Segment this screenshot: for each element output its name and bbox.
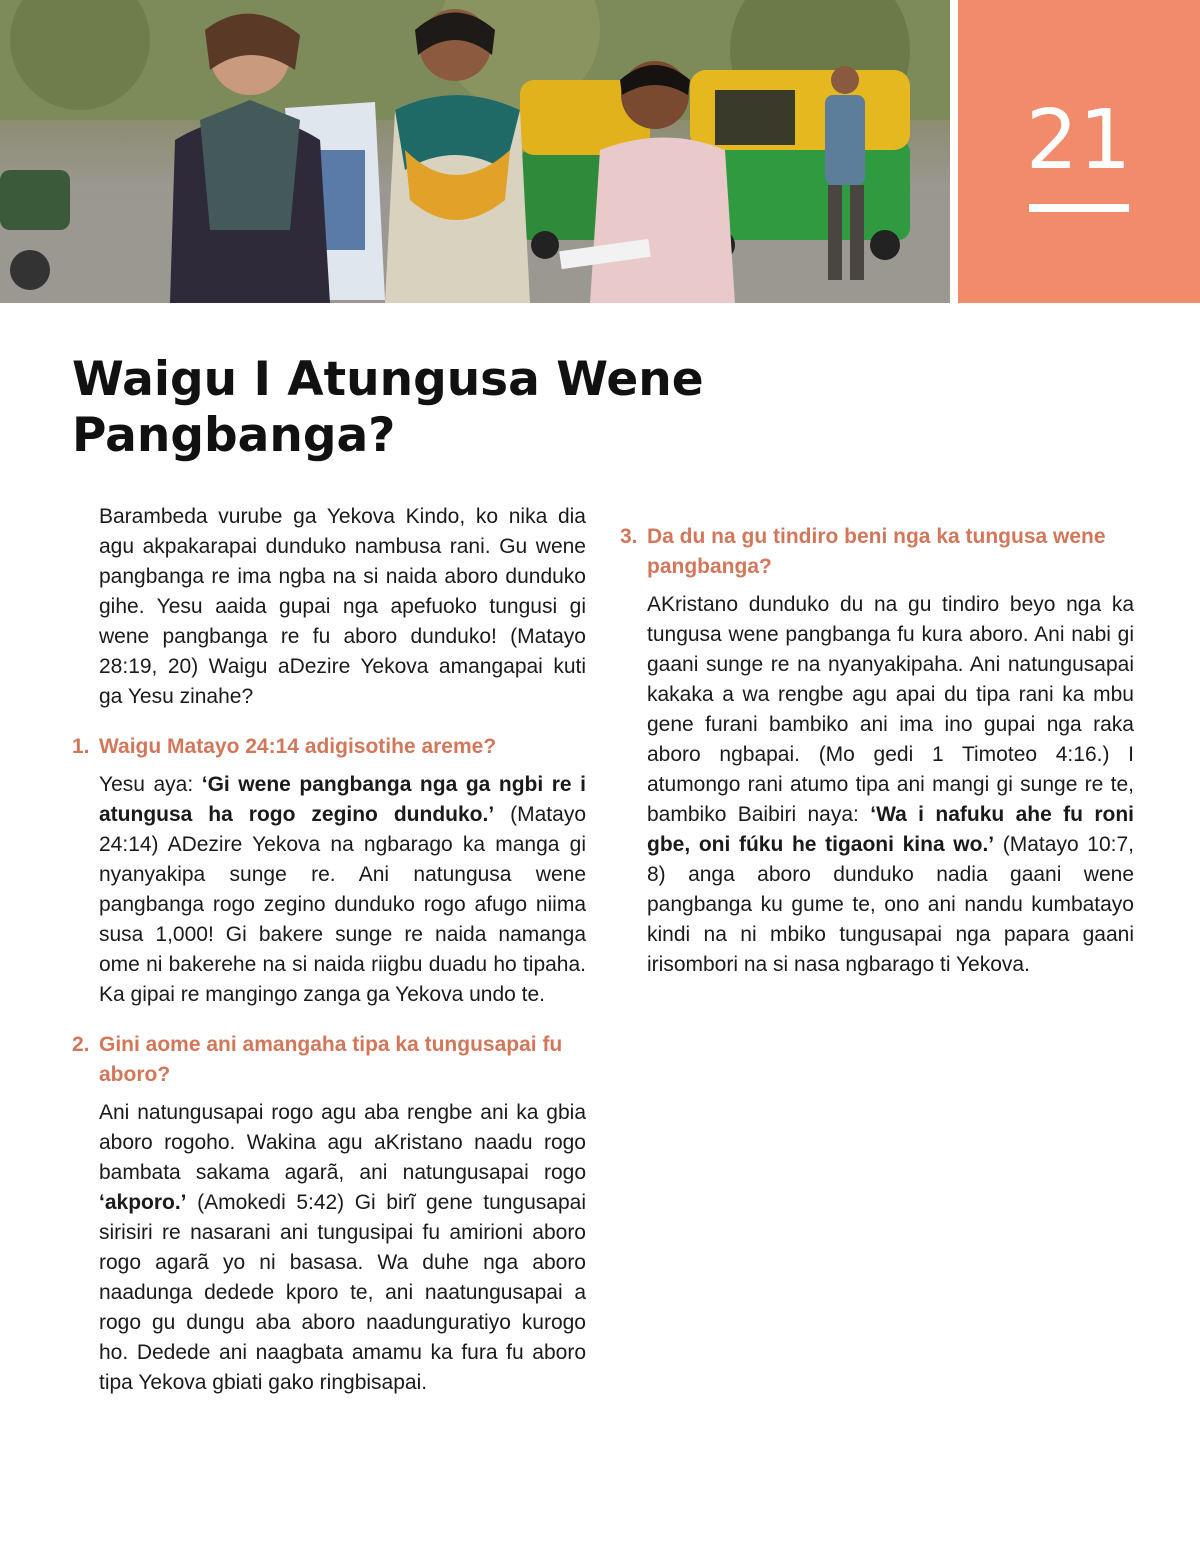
answer-text: (Matayo 24:14) ADezire Yekova na ngbarago ka manga gi nyanyakipa sunge re. Ani natungusa wene pangbanga rogo zegino dunduko rogo afugo niima susa 1,000! Gi bakere sunge re naida namanga ome ni bakerehe na si naida riigbu duadu ho tipaha. Ka gipai re mangingo zanga ga Yekova undo te. bbox=[99, 803, 586, 1006]
answer-2 bbox=[99, 1098, 586, 1398]
question-number: 3. bbox=[620, 525, 638, 548]
answer-1 bbox=[99, 770, 586, 1010]
question-text: Waigu Matayo 24:14 adigisotihe areme? bbox=[99, 735, 497, 758]
answer-quote: ‘Wa i nafuku ahe fu roni gbe, oni fúku he tigaoni kina wo.’ bbox=[647, 803, 1134, 856]
answer-text: (Matayo 10:7, 8) anga aboro dunduko nadia gaani wene pangbanga ku gume te, ono ani nandu kumbatayo kindi na ni mbiko tungusapai nga papara gaani irisombori na si nasa ngbarago ti Yekova. bbox=[647, 833, 1134, 976]
lesson-underline bbox=[1029, 204, 1129, 212]
lesson-badge bbox=[958, 0, 1200, 303]
question-number: 2. bbox=[72, 1033, 90, 1056]
right-column bbox=[620, 502, 1134, 994]
header-photo bbox=[0, 0, 950, 303]
street-scene-illustration bbox=[0, 0, 950, 303]
answer-text: AKristano dunduko du na gu tindiro beyo nga ka tungusa wene pangbanga fu kura aboro. Ani nabi gi gaani sunge re na nyanyakipaha. Ani natungusapai kakaka a wa rengbe agu apai du tipa rani ka mbu gene furani bambiko ani ima ino gupai nga raka aboro ngbapai. (Mo gedi 1 Timoteo 4:16.) I atumongo rani atumo tipa ani mangi gi sunge re te, bambiko Baibiri naya: bbox=[647, 593, 1134, 826]
intro-paragraph: Barambeda vurube ga Yekova Kindo, ko nika dia agu akpakarapai dunduko nambusa rani. Gu wene pangbanga re ima ngba na si naida aboro dunduko gihe. Yesu aaida gupai nga apefuoko tungusi gi wene pangbanga re fu aboro dunduko! (Matayo 28:19, 20) Waigu aDezire Yekova amangapai kuti ga Yesu zinahe? bbox=[99, 505, 586, 708]
question-text: Gini aome ani amangaha tipa ka tungusapai fu aboro? bbox=[99, 1033, 563, 1086]
answer-text: Ani natungusapai rogo agu aba rengbe ani ka gbia aboro rogoho. Wakina agu aKristano naadu rogo bambata sakama agarã, ani natungusapai rogo bbox=[99, 1101, 586, 1184]
answer-3 bbox=[647, 590, 1134, 980]
question-1 bbox=[72, 732, 586, 762]
question-3 bbox=[620, 522, 1134, 582]
answer-quote: ‘Gi wene pangbanga nga ga ngbi re i atungusa ha rogo zegino dunduko.’ bbox=[99, 773, 586, 826]
question-number: 1. bbox=[72, 735, 90, 758]
question-text: Da du na gu tindiro beni nga ka tungusa wene pangbanga? bbox=[647, 525, 1106, 578]
answer-quote: ‘akporo.’ bbox=[99, 1191, 187, 1214]
answer-text: Yesu aya: bbox=[99, 773, 202, 796]
lesson-number: 21 bbox=[1025, 93, 1133, 188]
left-column bbox=[72, 502, 586, 1412]
answer-text: (Amokedi 5:42) Gi birĩ gene tungusapai sirisiri re nasarani ani tungusipai fu amirioni aboro rogo agarã yo ni basasa. Wa duhe nga aboro naadunga dedede kporo te, ani naatungusapai a rogo gu dungu aba aboro naadunguratiyo kurogo ho. Dedede ani naagbata amamu ka fura fu aboro tipa Yekova gbiati gako ringbisapai. bbox=[99, 1191, 586, 1394]
question-2 bbox=[72, 1030, 586, 1090]
page-title: Waigu I Atungusa Wene Pangbanga? bbox=[72, 352, 704, 463]
